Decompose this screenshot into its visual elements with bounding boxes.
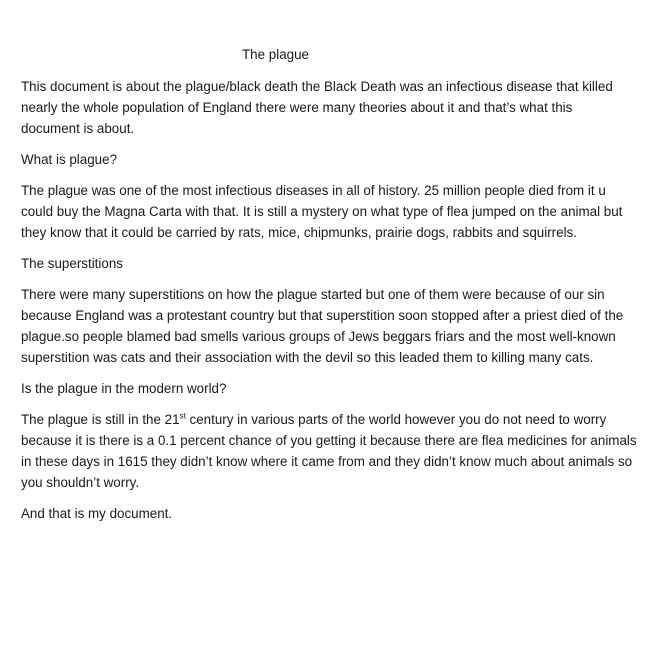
section-paragraph-modern-world [21,409,651,493]
section-heading-superstitions: The superstitions [21,256,123,271]
section-paragraph-what-is-plague [21,180,651,243]
paragraph-line: in these days in 1615 they didn’t know where it came from and they didn’t know much about animals so [21,454,633,469]
paragraph-line: they know that it could be carried by rats, mice, chipmunks, prairie dogs, rabbits and squirrels. [21,225,577,240]
document-title: The plague [242,47,310,62]
paragraph-line [21,409,651,430]
paragraph-line: because England was a protestant country but that superstition soon stopped after a priest died of the [21,308,624,323]
line-text: century in various parts of the world however you do not need to worry [185,412,607,427]
paragraph-line: you shouldn’t worry. [21,475,140,490]
section-heading-what-is-plague: What is plague? [21,152,118,167]
intro-line: This document is about the plague/black death the Black Death was an infectious disease that killed [21,79,613,94]
document-page [21,44,651,534]
paragraph-line: superstition was cats and their association with the devil so this leaded them to killing many cats. [21,350,594,365]
intro-line: document is about. [21,121,135,136]
paragraph-line: could buy the Magna Carta with that. It is still a mystery on what type of flea jumped on the animal but [21,204,623,219]
intro-line: nearly the whole population of England there were many theories about it and that’s what this [21,100,573,115]
section-heading-modern-world: Is the plague in the modern world? [21,381,227,396]
line-text: The plague is still in the 21 [21,412,180,427]
closing-line: And that is my document. [21,506,173,521]
paragraph-line: The plague was one of the most infectious diseases in all of history. 25 million people died from it u [21,183,606,198]
section-paragraph-superstitions [21,284,651,368]
paragraph-line: because it is there is a 0.1 percent chance of you getting it because there are flea medicines for animals [21,433,637,448]
paragraph-line: plague.so people blamed bad smells various groups of Jews beggars friars and the most well-known [21,329,616,344]
intro-paragraph [21,76,651,139]
ordinal-suffix: st [179,411,186,421]
paragraph-line: There were many superstitions on how the plague started but one of them were because of our sin [21,287,605,302]
